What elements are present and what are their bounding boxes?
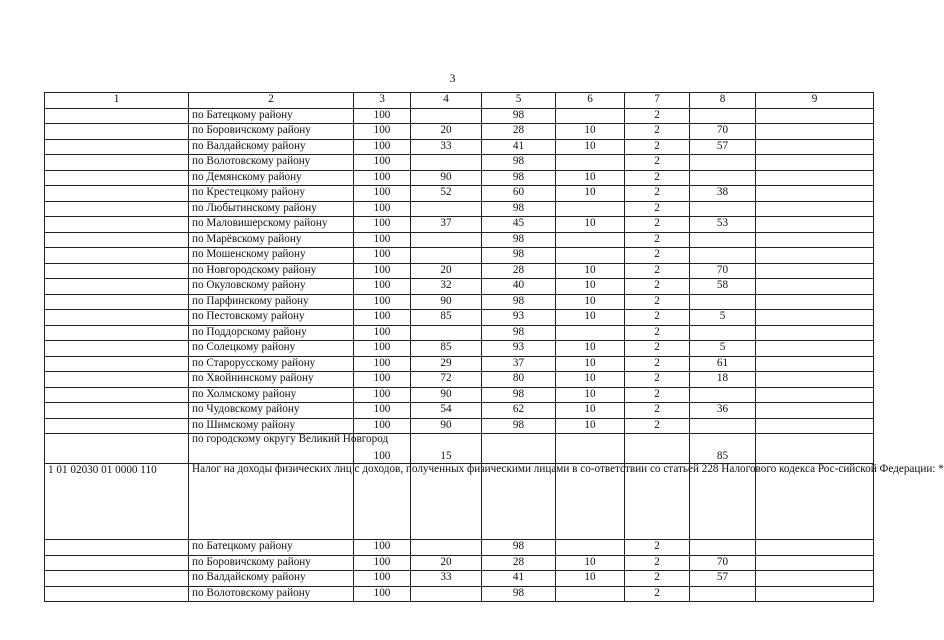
cell-c3: 100 xyxy=(354,263,411,279)
cell-c4: 90 xyxy=(411,170,482,186)
table-row xyxy=(45,372,874,388)
cell-c7: 2 xyxy=(625,310,690,326)
cell-c5: 93 xyxy=(482,310,556,326)
cell-c4: 90 xyxy=(411,387,482,403)
cell-c7: 2 xyxy=(625,279,690,295)
cell-c5: 98 xyxy=(482,586,556,602)
cell-c4: 33 xyxy=(411,571,482,587)
cell-c6: 10 xyxy=(556,279,625,295)
cell-c6: 10 xyxy=(556,356,625,372)
cell-name: по Старорусскому району xyxy=(189,356,354,372)
cell-c4: 90 xyxy=(411,418,482,434)
cell-name: по Крестецкому району xyxy=(189,186,354,202)
cell-c3: 100 xyxy=(354,403,411,419)
cell-c5: 98 xyxy=(482,248,556,264)
cell-c5: 28 xyxy=(482,555,556,571)
cell-c4: 20 xyxy=(411,555,482,571)
cell-c6 xyxy=(556,325,625,341)
cell-code xyxy=(45,356,189,372)
cell-code xyxy=(45,248,189,264)
cell-c6: 10 xyxy=(556,217,625,233)
cell-code xyxy=(45,325,189,341)
cell-c5: 60 xyxy=(482,186,556,202)
cell-c5: 45 xyxy=(482,217,556,233)
cell-code xyxy=(45,341,189,357)
cell-name: по Боровичскому району xyxy=(189,555,354,571)
table-row xyxy=(45,186,874,202)
cell-c3: 100 xyxy=(354,248,411,264)
cell-c8: 70 xyxy=(690,263,756,279)
cell-code xyxy=(45,310,189,326)
cell-c9 xyxy=(756,540,874,556)
cell-c7: 2 xyxy=(625,170,690,186)
cell-c8: 85 xyxy=(690,434,756,464)
cell-c8 xyxy=(690,170,756,186)
cell-c5 xyxy=(482,434,556,464)
cell-name: по Волотовскому району xyxy=(189,155,354,171)
cell-c8: 53 xyxy=(690,217,756,233)
table-row xyxy=(45,418,874,434)
cell-code xyxy=(45,263,189,279)
cell-c6: 10 xyxy=(556,139,625,155)
cell-c6: 10 xyxy=(556,571,625,587)
cell-c6: 10 xyxy=(556,341,625,357)
cell-c9 xyxy=(756,555,874,571)
table-row xyxy=(45,248,874,264)
cell-c3: 100 xyxy=(354,372,411,388)
cell-c6: 10 xyxy=(556,372,625,388)
cell-c7: 2 xyxy=(625,248,690,264)
cell-c6: 10 xyxy=(556,387,625,403)
cell-c7: 2 xyxy=(625,186,690,202)
cell-c9 xyxy=(756,170,874,186)
cell-c6 xyxy=(556,155,625,171)
cell-c6 xyxy=(556,201,625,217)
cell-code xyxy=(45,586,189,602)
cell-c8 xyxy=(690,540,756,556)
header-cell: 8 xyxy=(690,93,756,109)
table-row xyxy=(45,434,874,464)
cell-c3: 100 xyxy=(354,586,411,602)
cell-c7: 2 xyxy=(625,403,690,419)
cell-code xyxy=(45,108,189,124)
cell-c6: 10 xyxy=(556,294,625,310)
cell-c3: 100 xyxy=(354,139,411,155)
cell-c5: 41 xyxy=(482,571,556,587)
cell-c8 xyxy=(690,387,756,403)
cell-c9 xyxy=(756,201,874,217)
cell-c7: 2 xyxy=(625,139,690,155)
cell-c9 xyxy=(756,248,874,264)
cell-code xyxy=(45,387,189,403)
cell-c9 xyxy=(756,403,874,419)
cell-c5: 62 xyxy=(482,403,556,419)
cell-c4 xyxy=(411,586,482,602)
table-row xyxy=(45,341,874,357)
cell-c7: 2 xyxy=(625,325,690,341)
cell-c5: 98 xyxy=(482,108,556,124)
cell-c6: 10 xyxy=(556,555,625,571)
cell-c4: 32 xyxy=(411,279,482,295)
cell-c8 xyxy=(690,155,756,171)
table-row xyxy=(45,310,874,326)
cell-name: по Батецкому району xyxy=(189,540,354,556)
header-cell: 7 xyxy=(625,93,690,109)
cell-c9 xyxy=(756,217,874,233)
cell-name: по Парфинскому району xyxy=(189,294,354,310)
cell-name: по Мошенскому району xyxy=(189,248,354,264)
cell-c3: 100 xyxy=(354,387,411,403)
table-row xyxy=(45,555,874,571)
cell-code xyxy=(45,279,189,295)
cell-c5: 41 xyxy=(482,139,556,155)
cell-c3: 100 xyxy=(354,571,411,587)
cell-c9 xyxy=(756,434,874,464)
cell-c4: 85 xyxy=(411,341,482,357)
cell-name: по Холмскому району xyxy=(189,387,354,403)
cell-c8 xyxy=(690,418,756,434)
cell-code xyxy=(45,294,189,310)
table-row xyxy=(45,232,874,248)
cell-c4: 29 xyxy=(411,356,482,372)
table-row xyxy=(45,356,874,372)
cell-c3: 100 xyxy=(354,434,411,464)
table-row xyxy=(45,387,874,403)
cell-c3: 100 xyxy=(354,310,411,326)
cell-c6: 10 xyxy=(556,170,625,186)
cell-c7: 2 xyxy=(625,372,690,388)
cell-c4: 85 xyxy=(411,310,482,326)
cell-c8: 5 xyxy=(690,310,756,326)
cell-c9 xyxy=(756,341,874,357)
cell-c5: 40 xyxy=(482,279,556,295)
cell-c5: 98 xyxy=(482,294,556,310)
cell-c4: 15 xyxy=(411,434,482,464)
cell-c6: 10 xyxy=(556,263,625,279)
cell-code: 1 01 02030 01 0000 110 xyxy=(45,464,189,540)
cell-c3: 100 xyxy=(354,201,411,217)
cell-c9 xyxy=(756,155,874,171)
cell-c8 xyxy=(690,232,756,248)
cell-c8: 58 xyxy=(690,279,756,295)
cell-c7: 2 xyxy=(625,571,690,587)
cell-c9 xyxy=(756,108,874,124)
cell-name: по городскому округу Великий Новгород xyxy=(189,434,354,464)
cell-name: по Солецкому району xyxy=(189,341,354,357)
cell-c7 xyxy=(625,434,690,464)
cell-c9 xyxy=(756,263,874,279)
header-cell: 1 xyxy=(45,93,189,109)
cell-c8 xyxy=(690,201,756,217)
cell-c3: 100 xyxy=(354,217,411,233)
cell-code xyxy=(45,124,189,140)
cell-name: Налог на доходы физических лиц с доходов, полученных физическими лицами в со-ответствии со статьей 228 Налогового кодекса Рос-сийской Федерации: * xyxy=(189,464,354,540)
cell-c8: 5 xyxy=(690,341,756,357)
cell-c5: 28 xyxy=(482,263,556,279)
cell-c5: 98 xyxy=(482,540,556,556)
table-row xyxy=(45,155,874,171)
table-row xyxy=(45,201,874,217)
cell-c7: 2 xyxy=(625,124,690,140)
cell-code xyxy=(45,186,189,202)
cell-c7: 2 xyxy=(625,263,690,279)
cell-c4 xyxy=(411,201,482,217)
cell-name: по Хвойнинскому району xyxy=(189,372,354,388)
cell-c3: 100 xyxy=(354,341,411,357)
cell-name: по Демянскому району xyxy=(189,170,354,186)
cell-c7: 2 xyxy=(625,155,690,171)
cell-name: по Батецкому району xyxy=(189,108,354,124)
cell-c7: 2 xyxy=(625,418,690,434)
cell-c5: 98 xyxy=(482,232,556,248)
cell-c8: 61 xyxy=(690,356,756,372)
cell-name: по Чудовскому району xyxy=(189,403,354,419)
cell-c8 xyxy=(690,325,756,341)
cell-c5: 98 xyxy=(482,387,556,403)
cell-c3: 100 xyxy=(354,155,411,171)
cell-c9 xyxy=(756,294,874,310)
cell-c4: 72 xyxy=(411,372,482,388)
cell-c6: 10 xyxy=(556,418,625,434)
cell-c9 xyxy=(756,586,874,602)
cell-c7: 2 xyxy=(625,387,690,403)
cell-c9 xyxy=(756,418,874,434)
table-row xyxy=(45,139,874,155)
cell-c4: 20 xyxy=(411,124,482,140)
cell-c8 xyxy=(690,586,756,602)
section-row xyxy=(45,464,874,540)
header-cell: 9 xyxy=(756,93,874,109)
cell-c3: 100 xyxy=(354,540,411,556)
cell-c3: 100 xyxy=(354,356,411,372)
cell-c9 xyxy=(756,186,874,202)
cell-c4 xyxy=(411,540,482,556)
cell-c8: 57 xyxy=(690,139,756,155)
cell-code xyxy=(45,571,189,587)
cell-c7: 2 xyxy=(625,586,690,602)
cell-c7: 2 xyxy=(625,540,690,556)
cell-c5: 98 xyxy=(482,170,556,186)
cell-c5: 98 xyxy=(482,418,556,434)
cell-code xyxy=(45,403,189,419)
cell-c9 xyxy=(756,356,874,372)
cell-code xyxy=(45,372,189,388)
cell-c4: 54 xyxy=(411,403,482,419)
page-number: 3 xyxy=(449,71,456,85)
cell-c8: 18 xyxy=(690,372,756,388)
cell-code xyxy=(45,540,189,556)
table-row xyxy=(45,294,874,310)
cell-c4 xyxy=(411,325,482,341)
cell-name: по Любытинскому району xyxy=(189,201,354,217)
cell-c6 xyxy=(556,434,625,464)
cell-code xyxy=(45,555,189,571)
header-cell: 2 xyxy=(189,93,354,109)
table-row xyxy=(45,108,874,124)
cell-c8: 36 xyxy=(690,403,756,419)
cell-c7: 2 xyxy=(625,232,690,248)
table-row xyxy=(45,325,874,341)
cell-c4: 20 xyxy=(411,263,482,279)
cell-name: по Пестовскому району xyxy=(189,310,354,326)
header-cell: 6 xyxy=(556,93,625,109)
cell-code xyxy=(45,418,189,434)
cell-code xyxy=(45,434,189,464)
cell-code xyxy=(45,201,189,217)
cell-c3: 100 xyxy=(354,325,411,341)
cell-c7: 2 xyxy=(625,555,690,571)
cell-c4: 37 xyxy=(411,217,482,233)
cell-c9 xyxy=(756,387,874,403)
cell-c8: 70 xyxy=(690,124,756,140)
cell-c8: 70 xyxy=(690,555,756,571)
cell-c5: 98 xyxy=(482,201,556,217)
cell-code xyxy=(45,155,189,171)
cell-c8 xyxy=(690,294,756,310)
cell-c6 xyxy=(556,540,625,556)
cell-c9 xyxy=(756,571,874,587)
cell-c6 xyxy=(556,108,625,124)
table-row xyxy=(45,263,874,279)
cell-c5: 93 xyxy=(482,341,556,357)
cell-c3: 100 xyxy=(354,279,411,295)
cell-c3: 100 xyxy=(354,170,411,186)
cell-c8: 38 xyxy=(690,186,756,202)
cell-name: по Поддорскому району xyxy=(189,325,354,341)
cell-name: по Валдайскому району xyxy=(189,571,354,587)
cell-name: по Боровичскому району xyxy=(189,124,354,140)
cell-name: по Марёвскому району xyxy=(189,232,354,248)
cell-c6 xyxy=(556,232,625,248)
cell-code xyxy=(45,217,189,233)
cell-c8: 57 xyxy=(690,571,756,587)
cell-c3: 100 xyxy=(354,294,411,310)
cell-code xyxy=(45,139,189,155)
cell-c6: 10 xyxy=(556,403,625,419)
cell-c6: 10 xyxy=(556,186,625,202)
cell-c4 xyxy=(411,108,482,124)
cell-name: по Новгородскому району xyxy=(189,263,354,279)
cell-c4: 33 xyxy=(411,139,482,155)
cell-name: по Окуловскому району xyxy=(189,279,354,295)
table-row xyxy=(45,217,874,233)
cell-c4: 52 xyxy=(411,186,482,202)
cell-c5: 37 xyxy=(482,356,556,372)
table-row xyxy=(45,403,874,419)
cell-c7: 2 xyxy=(625,341,690,357)
cell-c9 xyxy=(756,279,874,295)
cell-c9 xyxy=(756,372,874,388)
cell-c9 xyxy=(756,139,874,155)
table-row xyxy=(45,586,874,602)
cell-c6: 10 xyxy=(556,124,625,140)
cell-c3: 100 xyxy=(354,186,411,202)
table-body xyxy=(45,108,944,602)
cell-c7: 2 xyxy=(625,108,690,124)
cell-c9 xyxy=(756,232,874,248)
cell-c3: 100 xyxy=(354,555,411,571)
table-row xyxy=(45,124,874,140)
revenue-distribution-table xyxy=(44,92,944,602)
cell-c8 xyxy=(690,108,756,124)
cell-name: по Волотовскому району xyxy=(189,586,354,602)
cell-c3: 100 xyxy=(354,124,411,140)
cell-c8 xyxy=(690,248,756,264)
cell-name: по Шимскому району xyxy=(189,418,354,434)
cell-c3: 100 xyxy=(354,108,411,124)
cell-c4 xyxy=(411,232,482,248)
cell-c7: 2 xyxy=(625,201,690,217)
cell-c7: 2 xyxy=(625,356,690,372)
header-row xyxy=(45,93,874,109)
cell-name: по Маловишерскому району xyxy=(189,217,354,233)
cell-c9 xyxy=(756,325,874,341)
cell-c7: 2 xyxy=(625,294,690,310)
cell-c3: 100 xyxy=(354,418,411,434)
header-cell: 5 xyxy=(482,93,556,109)
table-row xyxy=(45,279,874,295)
cell-c9 xyxy=(756,310,874,326)
cell-c4 xyxy=(411,248,482,264)
header-cell: 3 xyxy=(354,93,411,109)
table-row xyxy=(45,540,874,556)
cell-c5: 98 xyxy=(482,155,556,171)
cell-c3: 100 xyxy=(354,232,411,248)
cell-name: по Валдайскому району xyxy=(189,139,354,155)
cell-c6 xyxy=(556,248,625,264)
cell-c7: 2 xyxy=(625,217,690,233)
cell-c6: 10 xyxy=(556,310,625,326)
cell-code xyxy=(45,232,189,248)
cell-code xyxy=(45,170,189,186)
table-row xyxy=(45,170,874,186)
table-row xyxy=(45,571,874,587)
cell-c4 xyxy=(411,155,482,171)
cell-c5: 98 xyxy=(482,325,556,341)
cell-c9 xyxy=(756,124,874,140)
cell-c6 xyxy=(556,586,625,602)
cell-c5: 28 xyxy=(482,124,556,140)
cell-c5: 80 xyxy=(482,372,556,388)
header-cell: 4 xyxy=(411,93,482,109)
cell-c4: 90 xyxy=(411,294,482,310)
